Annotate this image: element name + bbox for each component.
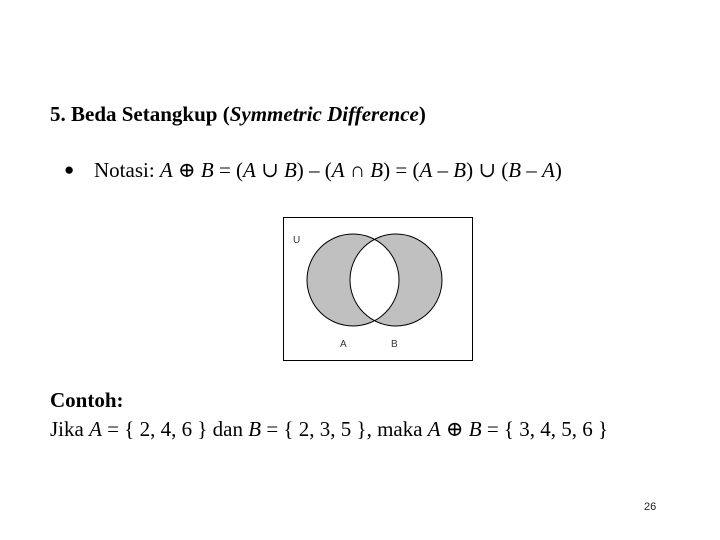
notation-formula: A ⊕ B = (A ∪ B) – (A ∩ B) = (A – B) ∪ (B – A) — [159, 158, 562, 182]
set-a-label: A — [340, 339, 347, 350]
heading-italic: Symmetric Difference — [229, 102, 419, 126]
venn-diagram — [283, 217, 473, 361]
heading-prefix: 5. Beda Setangkup ( — [50, 102, 230, 126]
slide-heading — [50, 102, 426, 127]
bullet-icon: ● — [64, 160, 75, 179]
example-title: Contoh: — [50, 388, 124, 412]
universe-label: U — [293, 235, 301, 246]
set-b-label: B — [391, 339, 398, 350]
example-text: Jika A = { 2, 4, 6 } dan B = { 2, 3, 5 }, maka A ⊕ B = { 3, 4, 5, 6 } — [50, 417, 609, 441]
notation-bullet — [64, 158, 562, 183]
page-number: 26 — [644, 501, 657, 513]
notation-label: Notasi: — [94, 158, 160, 182]
heading-suffix: ) — [418, 102, 426, 126]
